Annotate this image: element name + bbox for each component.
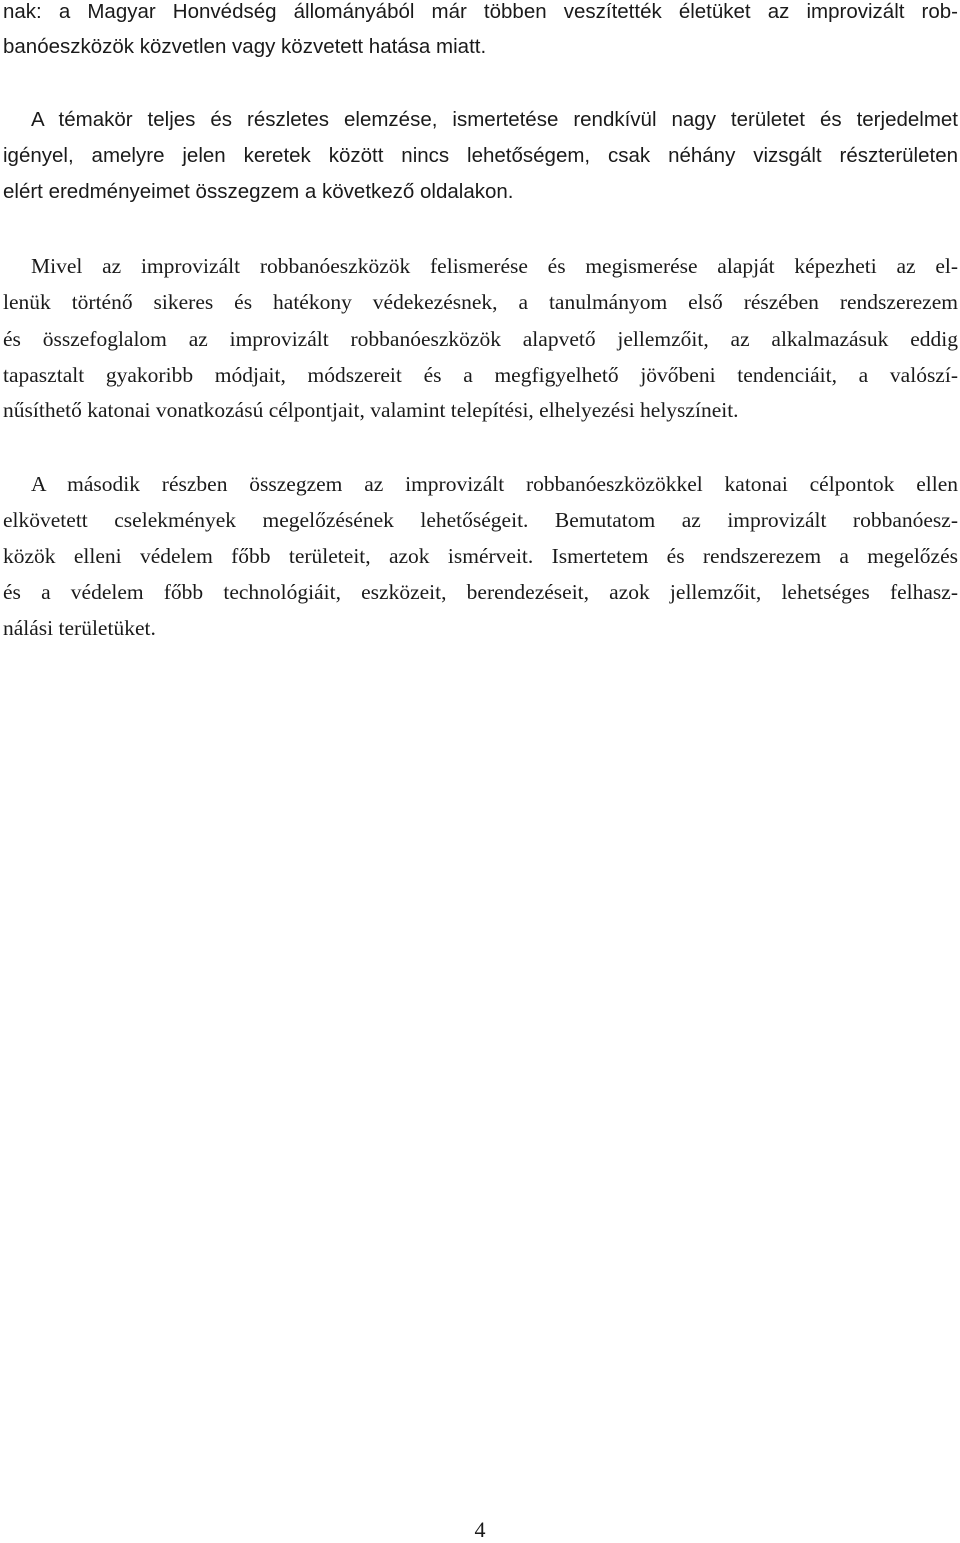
paragraph-4-line-5: nálási területüket. — [3, 616, 156, 640]
page-number: 4 — [474, 1517, 486, 1542]
paragraph-4-line-1: A második részben összegzem az improvizált robbanóeszközökkel katonai célpontok ellen — [31, 472, 958, 496]
paragraph-4-line-4: és a védelem főbb technológiáit, eszközeit, berendezéseit, azok jellemzőit, lehetséges felhasz- — [3, 580, 958, 604]
paragraph-2-line-1: A témakör teljes és részletes elemzése, ismertetése rendkívül nagy területet és terjedelmet — [31, 108, 958, 131]
paragraph-1-line-1: nak: a Magyar Honvédség állományából már többen veszítették életüket az improvizált rob- — [3, 0, 958, 23]
paragraph-3-line-2: lenük történő sikeres és hatékony védekezésnek, a tanulmányom első részében rendszerezem — [3, 290, 958, 314]
paragraph-1-line-2: banóeszközök közvetlen vagy közvetett hatása miatt. — [3, 35, 487, 58]
paragraph-4-line-3: közök elleni védelem főbb területeit, azok ismérveit. Ismertetem és rendszerezem a megelőzés — [3, 544, 958, 568]
paragraph-2-line-2: igényel, amelyre jelen keretek között nincs lehetőségem, csak néhány vizsgált részterületen — [3, 144, 958, 167]
paragraph-2-line-3: elért eredményeimet összegzem a következő oldalakon. — [3, 180, 514, 203]
paragraph-3-line-3: és összefoglalom az improvizált robbanóeszközök alapvető jellemzőit, az alkalmazásuk eddig — [3, 327, 958, 351]
paragraph-3-line-1: Mivel az improvizált robbanóeszközök felismerése és megismerése alapját képezheti az el- — [31, 254, 958, 278]
paragraph-4-line-2: elkövetett cselekmények megelőzésének lehetőségeit. Bemutatom az improvizált robbanóesz- — [3, 508, 958, 532]
paragraph-3-line-5: nűsíthető katonai vonatkozású célpontjait, valamint telepítési, elhelyezési helyszíneit. — [3, 398, 739, 422]
paragraph-3-line-4: tapasztalt gyakoribb módjait, módszereit és a megfigyelhető jövőbeni tendenciáit, a valószí- — [3, 363, 958, 387]
